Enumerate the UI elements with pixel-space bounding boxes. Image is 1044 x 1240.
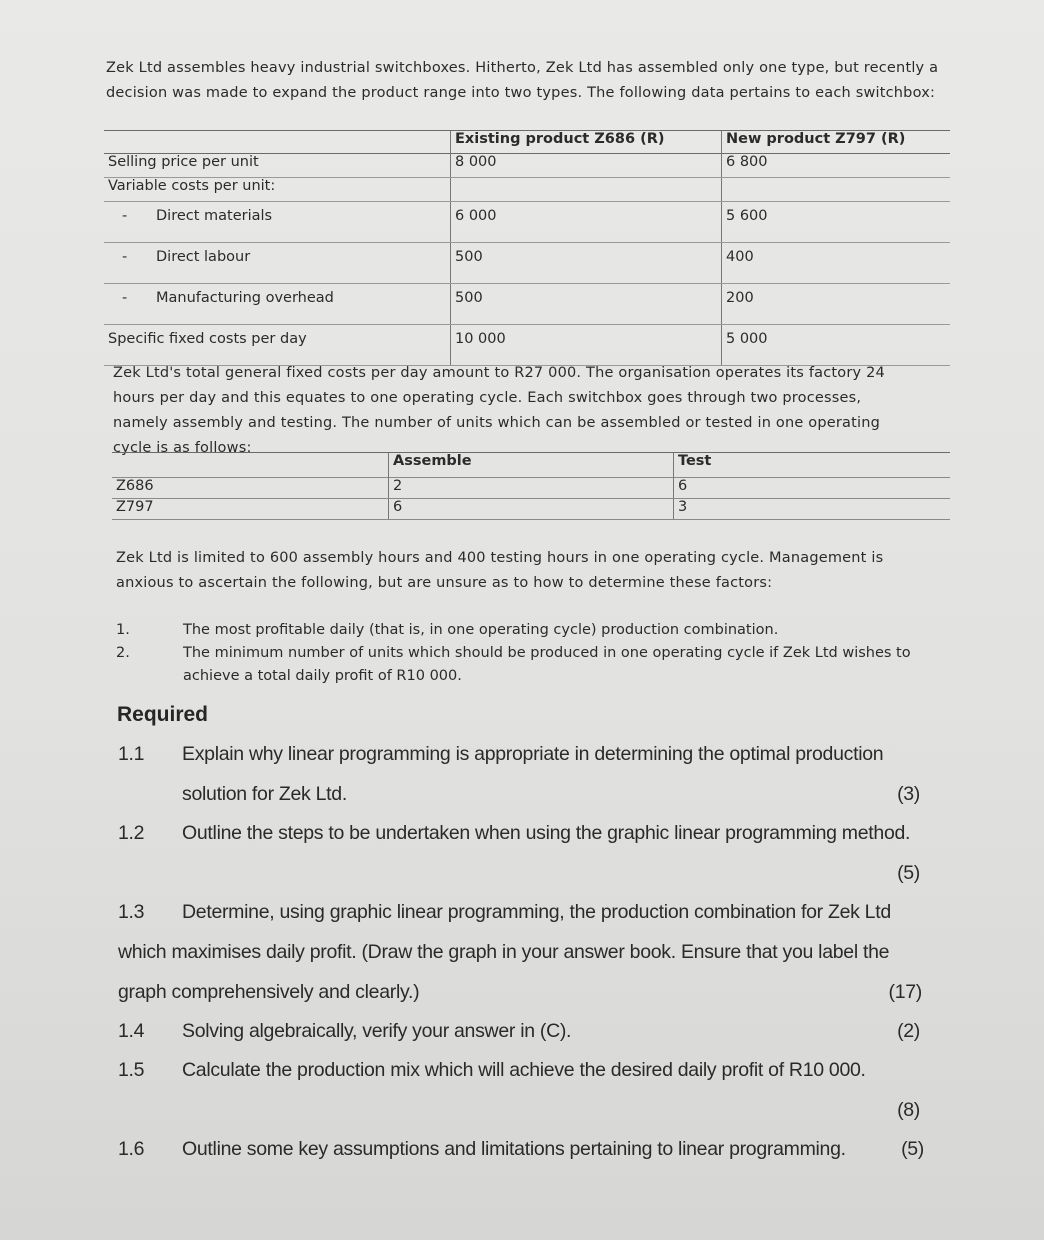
cell-z686: 6 000 <box>451 202 722 243</box>
header-z686: Existing product Z686 (R) <box>451 131 722 154</box>
list-item <box>116 619 916 642</box>
question-marks: (5) <box>901 1138 924 1160</box>
cost-table-header <box>104 131 950 154</box>
row-label-cell <box>104 243 451 284</box>
cell-test: 3 <box>674 499 951 520</box>
cell-assemble: 2 <box>389 478 674 499</box>
cell-z686: 500 <box>451 284 722 325</box>
list-number: 2. <box>116 645 130 661</box>
row-label: Variable costs per unit: <box>104 178 451 202</box>
row-label: Direct materials <box>156 208 273 224</box>
capacity-table-header <box>112 453 950 478</box>
header-blank <box>112 453 389 478</box>
question-1-6 <box>118 1129 924 1169</box>
question-number: 1.4 <box>118 1020 145 1042</box>
question-1-4 <box>118 1011 920 1051</box>
header-blank <box>104 131 451 154</box>
row-label-cell <box>104 202 451 243</box>
question-marks: (8) <box>897 1099 920 1121</box>
question-1-2 <box>118 813 920 884</box>
row-label: Selling price per unit <box>104 154 451 178</box>
cell-z686: 8 000 <box>451 154 722 178</box>
question-number: 1.3 <box>118 901 145 923</box>
table-row <box>112 499 950 520</box>
question-text: Outline some key assumptions and limitations pertaining to linear programming. <box>182 1138 846 1160</box>
question-marks: (3) <box>897 783 920 805</box>
intro-paragraph: Zek Ltd assembles heavy industrial switchboxes. Hitherto, Zek Ltd has assembled only one type, but recently a decision was made to expand the product range into two types. The following data pertains to each switchbox: <box>106 60 939 101</box>
row-label: Manufacturing overhead <box>156 290 334 306</box>
table-row <box>104 154 950 178</box>
question-text: Solving algebraically, verify your answer in (C). <box>182 1020 572 1042</box>
table-row <box>104 243 950 284</box>
list-number: 1. <box>116 622 130 638</box>
cell-z797 <box>722 178 951 202</box>
question-number: 1.5 <box>118 1059 145 1081</box>
question-number: 1.6 <box>118 1138 145 1160</box>
table-row <box>104 202 950 243</box>
row-label: Direct labour <box>156 249 251 265</box>
constraints-paragraph: Zek Ltd is limited to 600 assembly hours and 400 testing hours in one operating cycle. Management is anxious to ascertain the following, but are unsure as to how to determine these factors: <box>116 550 884 591</box>
operations-paragraph: Zek Ltd's total general fixed costs per day amount to R27 000. The organisation operates its factory 24 hours per day and this equates to one operating cycle. Each switchbox goes through two processes, namely assembly and testing. The number of units which can be assembled or tested in one operating cycle is as follows: <box>113 365 885 456</box>
capacity-table <box>112 452 950 520</box>
factors-list <box>116 619 916 688</box>
question-text: Determine, using graphic linear programming, the production combination for Zek Ltd which maximises daily profit. (Draw the graph in your answer book. Ensure that you label the graph comprehensively and clearly.) <box>118 901 891 1003</box>
cell-z797: 6 800 <box>722 154 951 178</box>
cell-product: Z797 <box>112 499 389 520</box>
cell-product: Z686 <box>112 478 389 499</box>
list-text: The minimum number of units which should be produced in one operating cycle if Zek Ltd wishes to achieve a total daily profit of R10 000. <box>183 645 911 684</box>
cell-z797: 200 <box>722 284 951 325</box>
cell-assemble: 6 <box>389 499 674 520</box>
list-text: The most profitable daily (that is, in one operating cycle) production combination. <box>183 622 779 638</box>
question-text: Explain why linear programming is appropriate in determining the optimal production solution for Zek Ltd. <box>182 743 884 805</box>
question-text: Calculate the production mix which will achieve the desired daily profit of R10 000. <box>182 1059 866 1081</box>
list-item <box>116 642 916 688</box>
question-1-5 <box>118 1050 920 1121</box>
dash-marker: - <box>122 208 128 224</box>
table-row <box>104 178 950 202</box>
table-row <box>104 325 950 366</box>
row-label-cell <box>104 284 451 325</box>
cell-z797: 5 600 <box>722 202 951 243</box>
cell-z686: 500 <box>451 243 722 284</box>
cell-test: 6 <box>674 478 951 499</box>
dash-marker: - <box>122 290 128 306</box>
question-marks: (5) <box>897 862 920 884</box>
cell-z797: 400 <box>722 243 951 284</box>
header-test: Test <box>674 453 951 478</box>
table-row <box>104 284 950 325</box>
row-label: Specific fixed costs per day <box>104 325 451 366</box>
cell-z686 <box>451 178 722 202</box>
question-number: 1.2 <box>118 822 145 844</box>
cell-z797: 5 000 <box>722 325 951 366</box>
question-text: Outline the steps to be undertaken when using the graphic linear programming method. <box>182 822 911 844</box>
question-number: 1.1 <box>118 743 145 765</box>
table-row <box>112 478 950 499</box>
header-z797: New product Z797 (R) <box>722 131 951 154</box>
question-1-1 <box>118 734 920 814</box>
dash-marker: - <box>122 249 128 265</box>
header-assemble: Assemble <box>389 453 674 478</box>
cost-table <box>104 130 950 366</box>
question-marks: (17) <box>888 981 922 1003</box>
question-marks: (2) <box>897 1020 920 1042</box>
question-1-3 <box>118 892 922 1012</box>
cell-z686: 10 000 <box>451 325 722 366</box>
required-heading: Required <box>117 703 209 726</box>
